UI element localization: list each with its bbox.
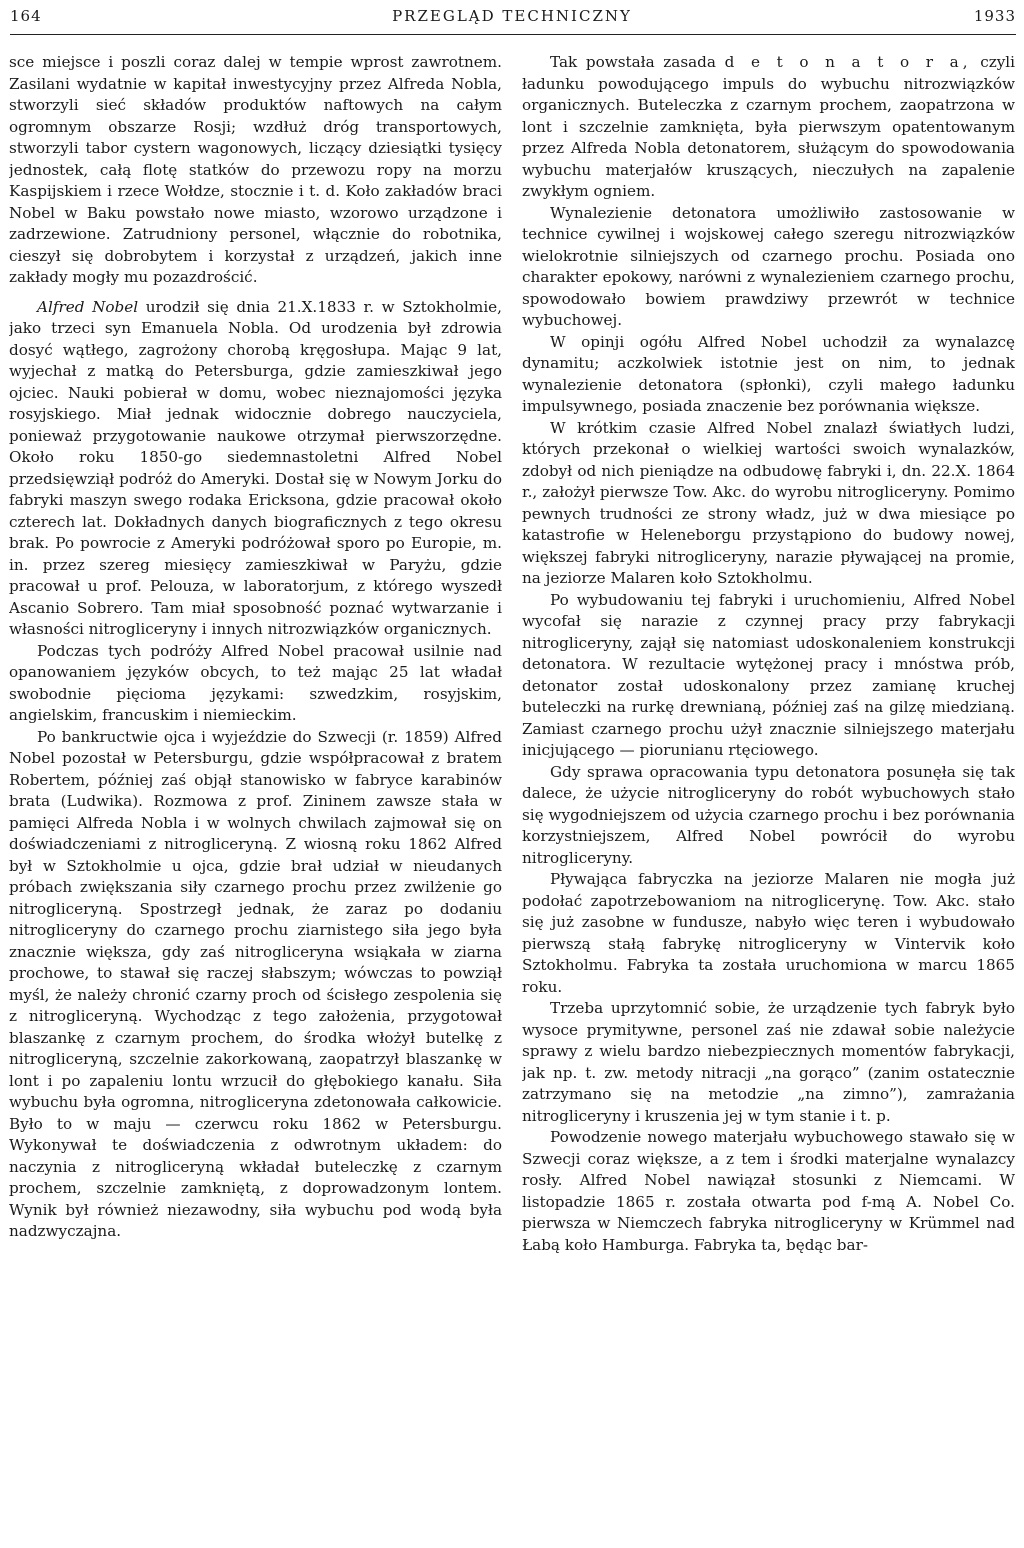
paragraph: Trzeba uprzytomnić sobie, że urządzenie tych fabryk było wysoce prymitywne, personel zaś nie zdawał sobie należycie sprawy z wielu bardzo niebezpiecznych momentów fabrykacji, jak np. t. zw. metody nitracji „na gorąco” (zanim ostatecznie zatrzymano się na metodzie „na zimno”), zamrażania nitrogliceryny i kruszenia jej w tym stanie i t. p. xyxy=(522,999,1015,1125)
paragraph: Podczas tych podróży Alfred Nobel pracował usilnie nad opanowaniem języków obcych, to też mając 25 lat władał swobodnie pięcioma językami: szwedzkim, rosyjskim, angielskim, francuskim i niemieckim. xyxy=(9,641,502,724)
page-header xyxy=(0,0,1024,40)
paragraph: Wynalezienie detonatora umożliwiło zastosowanie w technice cywilnej i wojskowej całego szeregu nitrozwiązków wielokrotnie silniejszych od czarnego prochu. Posiada ono charakter epokowy, narówni z wynalezieniem czarnego prochu, spowodowało bowiem prawdziwy przewrót w technice wybuchowej. xyxy=(522,203,1015,329)
header-rule xyxy=(10,34,1016,35)
person-name: Alfred Nobel xyxy=(37,297,139,316)
journal-title: PRZEGLĄD TECHNICZNY xyxy=(392,7,632,25)
paragraph: Po wybudowaniu tej fabryki i uruchomieniu, Alfred Nobel wycofał się narazie z czynnej pracy przy fabrykacji nitrogliceryny, zajął się natomiast udoskonaleniem konstrukcji detonatora. W rezultacie wytężonej pracy i mnóstwa prób, detonator został udoskonalony przez zamianę kruchej buteleczki na rurkę drewnianą, później zaś na gilzę miedzianą. Zamiast czarnego prochu użył znacznie silniejszego materjału inicjującego — piorunianu rtęciowego. xyxy=(522,590,1015,759)
left-column xyxy=(9,52,502,1544)
issue-year: 1933 xyxy=(973,7,1016,25)
spaced-term: d e t o n a t o r a, xyxy=(724,53,972,71)
paragraph: Alfred Nobel urodził się dnia 21.X.1833 r. w Sztokholmie, jako trzeci syn Emanuela Nobla. Od urodzenia był zdrowia dosyć wątłego, zagrożony chorobą kręgosłupa. Mając 9 lat, wyjechał z matką do Petersburga, gdzie zamieszkiwał jego ojciec. Nauki pobierał w domu, wobec nieznajomości języka rosyjskiego. Miał jednak widocznie dobrego nauczyciela, ponieważ przygotowanie naukowe otrzymał pierwszorzędne. Około roku 1850-go siedemnastoletni Alfred Nobel przedsięwziął podróż do Ameryki. Dostał się w Nowym Jorku do fabryki maszyn swego rodaka Ericksona, gdzie pracował około czterech lat. Dokładnych danych biograficznych z tego okresu brak. Po powrocie z Ameryki podróżował sporo po Europie, m. in. przez szereg miesięcy zamieszkiwał w Paryżu, gdzie pracował u prof. Pelouza, w laboratorjum, z którego wyszedł Ascanio Sobrero. Tam miał sposobność poznać wytwarzanie i własności nitrogliceryny i innych nitrozwiązków organicznych. xyxy=(9,297,502,638)
paragraph: Po bankructwie ojca i wyjeździe do Szwecji (r. 1859) Alfred Nobel pozostał w Petersburgu, gdzie współpracował z bratem Robertem, później zaś objął stanowisko w fabryce karabinów brata (Ludwika). Rozmowa z prof. Zininem zawsze stała w pamięci Alfreda Nobla i w wolnych chwilach zajmował się on doświadczeniami z nitrogliceryną. Z wiosną roku 1862 Alfred był w Sztokholmie u ojca, gdzie brał udział w nieudanych próbach zwiększania siły czarnego prochu przez zwilżenie go nitrogliceryną. Spostrzegł jednak, że zaraz po dodaniu nitrogliceryny do czarnego prochu ziarnistego siła jego była znacznie większa, gdy zaś nitrogliceryna wsiąkała w ziarna prochowe, to stawał się raczej słabszym; wówczas to powziął myśl, że należy chronić czarny proch od ścisłego zespolenia się z nitrogliceryną. Wychodząc z tego założenia, przygotował blaszankę z czarnym prochem, do środka włożył butelkę z nitrogliceryną, szczelnie zakorkowaną, zaopatrzył blaszankę w lont i po zapaleniu lontu wrzucił do głębokiego kanału. Siła wybuchu była ogromna, nitrogliceryna zdetonowała całkowicie. Było to w maju — czerwcu roku 1862 w Petersburgu. Wykonywał te doświadczenia z odwrotnym układem: do naczynia z nitrogliceryną wkładał buteleczkę z czarnym prochem, szczelnie zamkniętą, z doprowadzonym lontem. Wynik był również niezawodny, siła wybuchu pod wodą była nadzwyczajna. xyxy=(9,727,502,1240)
paragraph: Pływająca fabryczka na jeziorze Malaren nie mogła już podołać zapotrzebowaniom na nitroglicerynę. Tow. Akc. stało się już zasobne w fundusze, nabyło więc teren i wybudowało pierwszą stałą fabrykę nitrogliceryny w Vintervik koło Sztokholmu. Fabryka ta została uruchomiona w marcu 1865 roku. xyxy=(522,870,1015,996)
right-column xyxy=(522,52,1015,1544)
paragraph: sce miejsce i poszli coraz dalej w tempie wprost zawrotnem. Zasilani wydatnie w kapitał inwestycyjny przez Alfreda Nobla, stworzyli sieć składów produktów naftowych na całym ogromnym obszarze Rosji; wzdłuż dróg transportowych, stworzyli tabor cystern wagonowych, liczący dziesiątki tysięcy jednostek, całą flotę statków do przewozu ropy na morzu Kaspijskiem i rzece Wołdze, stocznie i t. d. Koło zakładów braci Nobel w Baku powstało nowe miasto, wzorowo urządzone i zadrzewione. Zatrudniony personel, włącznie do robotnika, cieszył się dobrobytem i korzystał z urządzeń, jakich inne zakłady mogły mu pozazdrościć. xyxy=(9,53,502,286)
paragraph: Tak powstała zasada d e t o n a t o r a, czyli ładunku powodującego impuls do wybuchu nitrozwiązków organicznych. Buteleczka z czarnym prochem, zaopatrzona w lont i szczelnie zamknięta, była pierwszym opatentowanym przez Alfreda Nobla detonatorem, służącym do spowodowania wybuchu materjałów kruszących, nieczułych na zapalenie zwykłym ogniem. xyxy=(522,53,1015,200)
paragraph: Gdy sprawa opracowania typu detonatora posunęła się tak dalece, że użycie nitrogliceryny do robót wybuchowych stało się wygodniejszem od użycia czarnego prochu i bez porównania korzystniejszem, Alfred Nobel powrócił do wyrobu nitrogliceryny. xyxy=(522,762,1015,867)
paragraph: W opinji ogółu Alfred Nobel uchodził za wynalazcę dynamitu; aczkolwiek istotnie jest on nim, to jednak wynalezienie detonatora (spłonki), czyli małego ładunku impulsywnego, posiada znaczenie bez porównania większe. xyxy=(522,332,1015,415)
paragraph: W krótkim czasie Alfred Nobel znalazł światłych ludzi, których przekonał o wielkiej wartości swoich wynalazków, zdobył od nich pieniądze na odbudowę fabryki i, dn. 22.X. 1864 r., założył pierwsze Tow. Akc. do wyrobu nitrogliceryny. Pomimo pewnych trudności ze strony władz, już w dwa miesiące po katastrofie w Heleneborgu przystąpiono do budowy nowej, większej fabryki nitrogliceryny, narazie pływającej na promie, na jeziorze Malaren koło Sztokholmu. xyxy=(522,418,1015,587)
page-number: 164 xyxy=(10,7,42,25)
paragraph: Powodzenie nowego materjału wybuchowego stawało się w Szwecji coraz większe, a z tem i środki materjalne wynalazcy rosły. Alfred Nobel nawiązał stosunki z Niemcami. W listopadzie 1865 r. została otwarta pod f-mą A. Nobel Co. pierwsza w Niemczech fabryka nitrogliceryny w Krümmel nad Łabą koło Hamburga. Fabryka ta, będąc bar- xyxy=(522,1128,1015,1254)
